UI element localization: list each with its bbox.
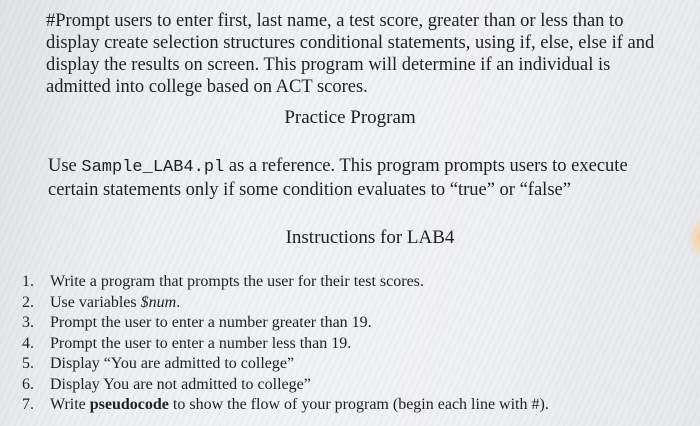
intro-line: display the results on screen. This program will determine if an individual is xyxy=(46,55,611,75)
intro-line: admitted into college based on ACT scores. xyxy=(46,77,368,97)
sample-filename: Sample_LAB4.pl xyxy=(81,158,225,177)
item-text: Write a program that prompts the user for their test scores. xyxy=(50,273,424,290)
intro-line: display create selection structures conditional statements, using if, else, else if and xyxy=(46,33,655,53)
item-number: 1. xyxy=(22,273,34,290)
item-text: Prompt the user to enter a number less than 19. xyxy=(50,334,352,352)
list-item xyxy=(22,375,549,396)
list-item xyxy=(22,293,549,314)
item-text xyxy=(50,395,549,416)
item-number: 3. xyxy=(22,314,34,331)
item-text: Display “You are admitted to college” xyxy=(50,355,295,372)
item-number: 5. xyxy=(22,355,34,372)
item-text: Prompt the user to enter a number greater than 19. xyxy=(50,314,372,331)
list-item xyxy=(22,354,549,375)
item-text-after: to show the flow of your program (begin each line with #). xyxy=(168,396,549,413)
variable-name: $num xyxy=(140,293,177,311)
item-text-before: Write xyxy=(50,396,90,413)
item-text-before: Use variables xyxy=(50,293,141,311)
list-item xyxy=(22,272,549,293)
item-text xyxy=(50,293,180,314)
item-text: Display You are not admitted to college” xyxy=(50,375,311,393)
item-number: 7. xyxy=(22,396,34,413)
list-item xyxy=(22,395,549,416)
reference-prefix: Use xyxy=(48,156,82,176)
list-item xyxy=(22,334,549,355)
intro-line: #Prompt users to enter first, last name, a test score, greater than or less than to xyxy=(46,11,624,31)
item-number: 2. xyxy=(22,293,34,311)
instruction-list xyxy=(22,272,549,416)
reference-line-1 xyxy=(48,155,696,179)
list-item xyxy=(22,313,549,334)
item-text-after: . xyxy=(176,293,181,311)
pseudocode-term: pseudocode xyxy=(89,396,169,413)
practice-program-heading: Practice Program xyxy=(284,107,416,128)
instructions-heading: Instructions for LAB4 xyxy=(285,227,455,248)
reference-line-2: certain statements only if some condition evaluates to “true” or “false” xyxy=(48,180,571,200)
item-number: 4. xyxy=(22,334,34,352)
item-number: 6. xyxy=(22,375,34,393)
reference-paragraph xyxy=(48,155,696,201)
reference-suffix: as a reference. This program prompts users to execute xyxy=(224,156,628,176)
intro-paragraph xyxy=(46,10,696,98)
